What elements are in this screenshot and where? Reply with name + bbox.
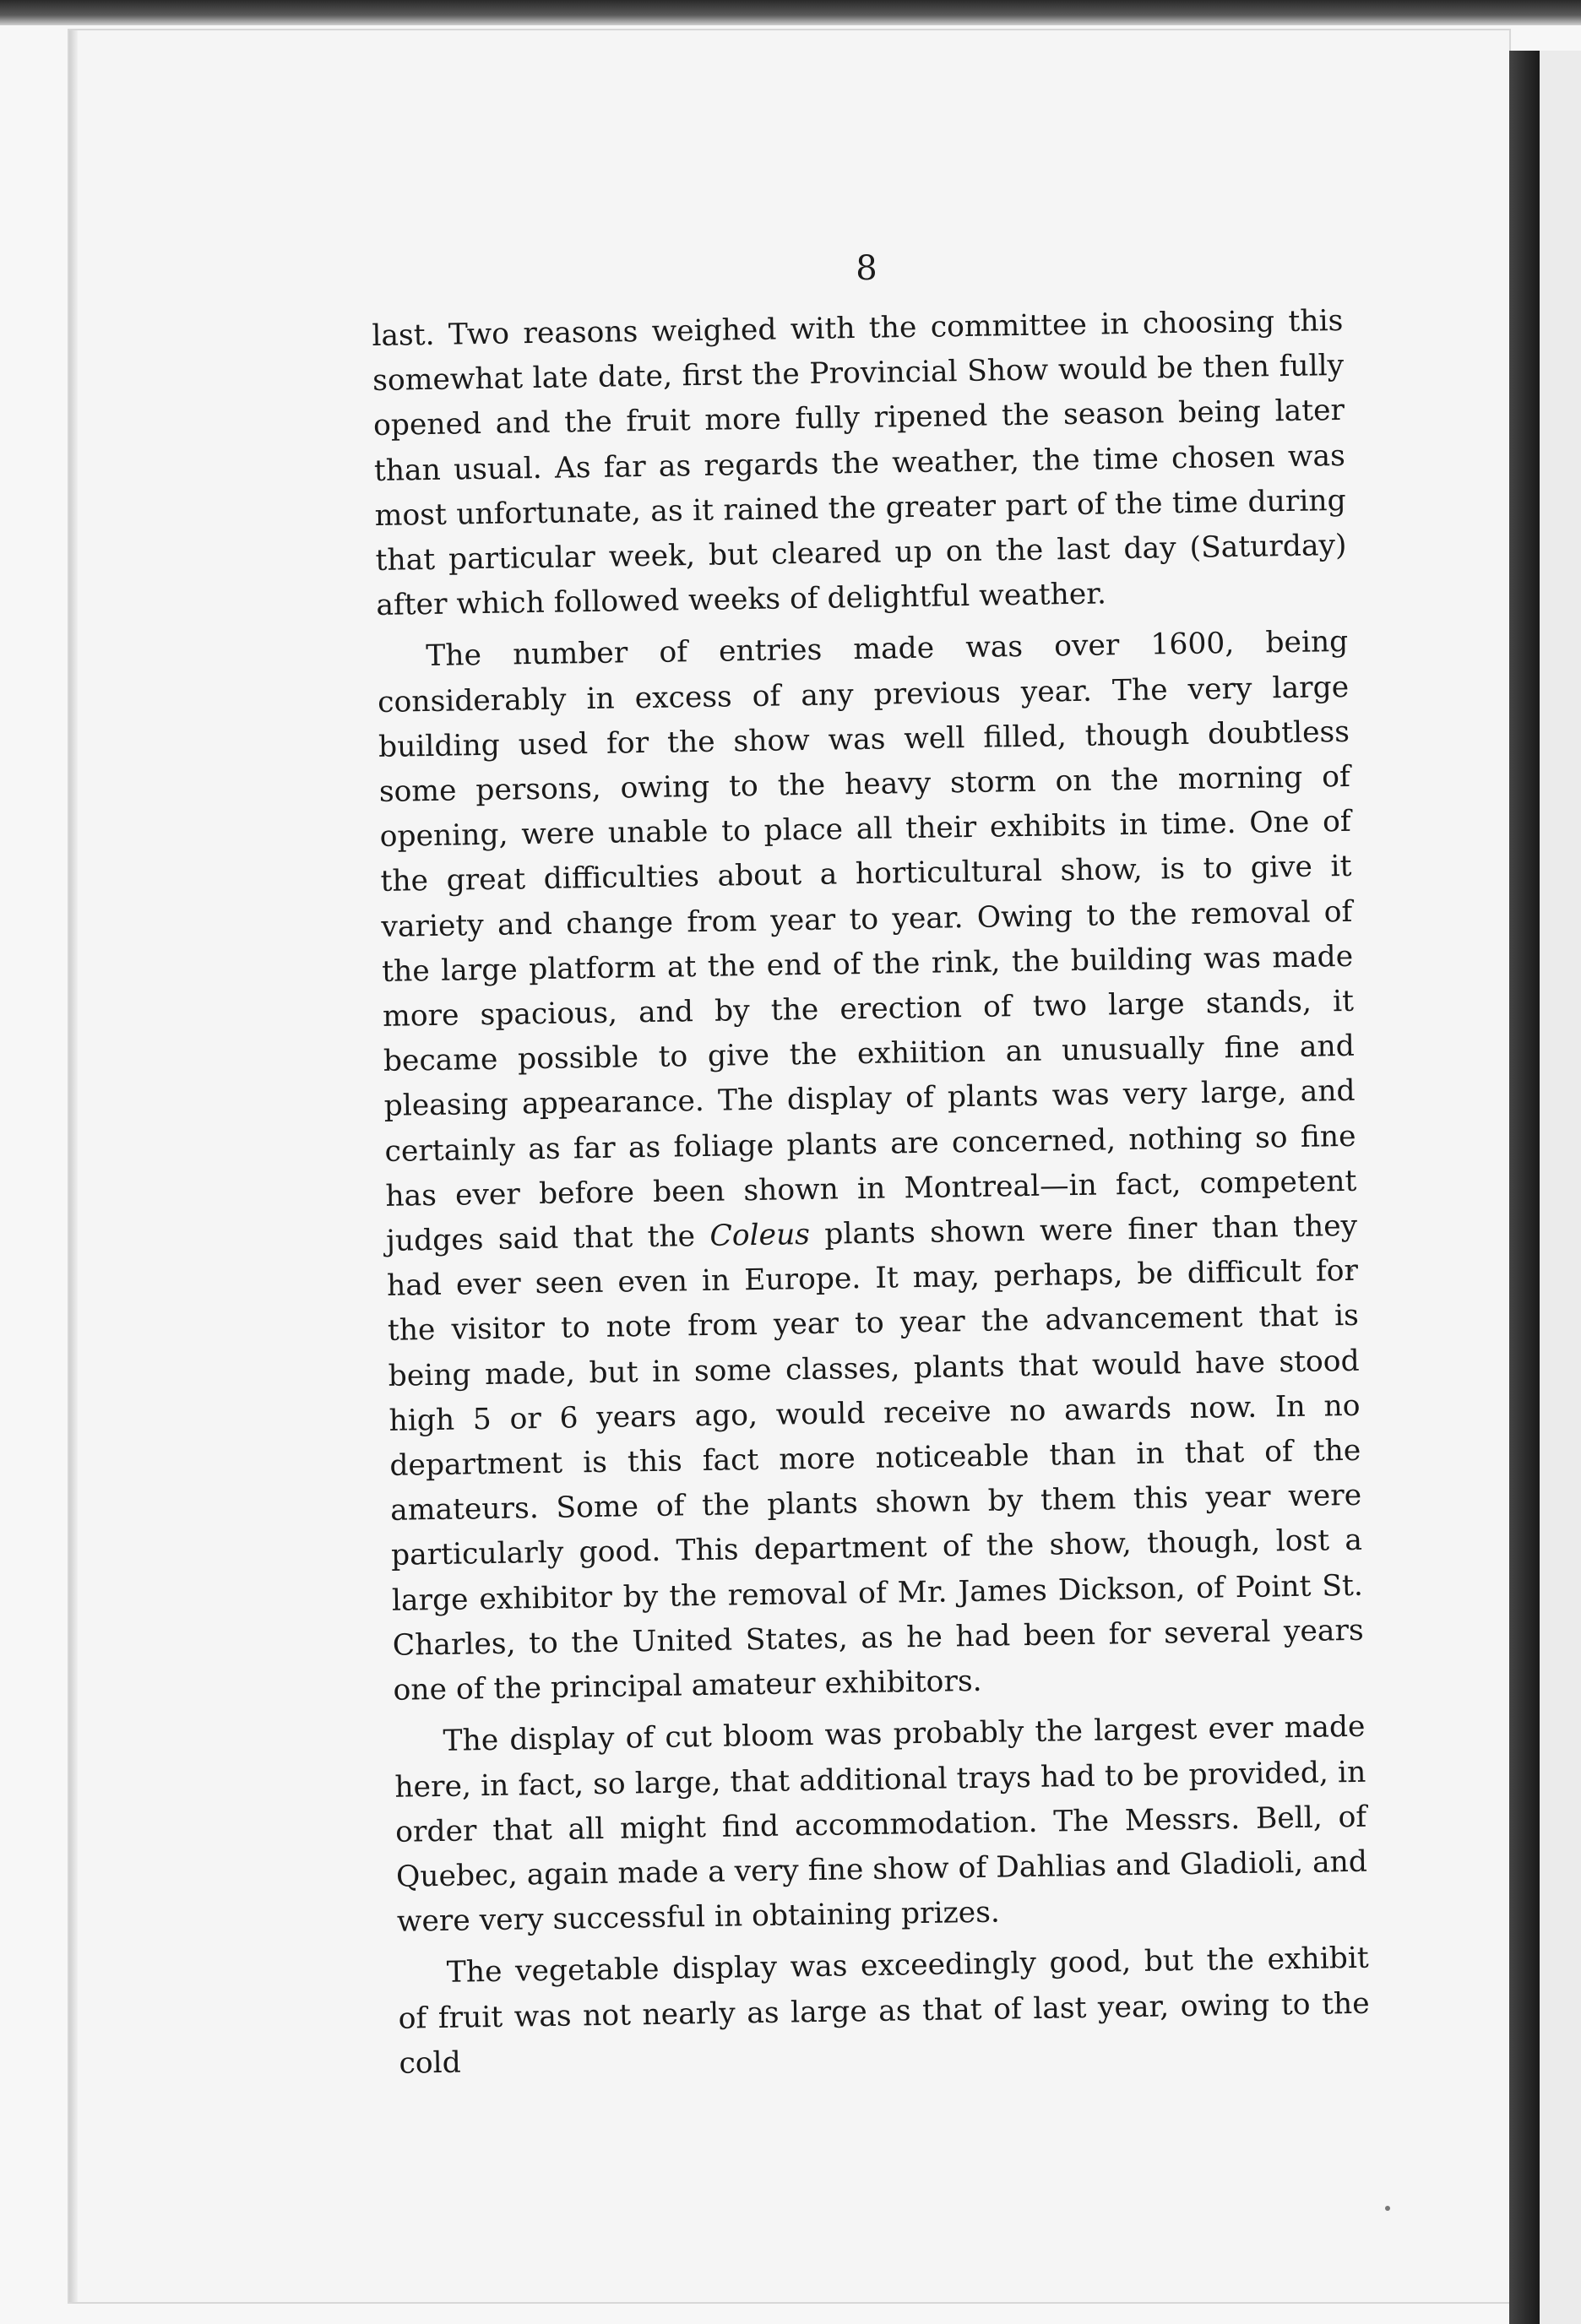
scan-speck [1385,2206,1390,2211]
paragraph: last. Two reasons weighed with the committee in choosing this somewhat late date, first the Provincial Show would be then fully opened and the fruit more fully ripened the season being later than usual. As far as regards the weather, the time chosen was most unfortunate, as it rained the greater part of the time during that particular week, but cleared up on the last day (Saturday) after which followed weeks of delightful weather. [372,303,1347,623]
page-body-text [372,299,1371,2087]
paragraph-text: The number of entries made was over 1600, being considerably in excess of any previous year. The very large building used for the show was well filled, though doubtless some persons, owing to the heavy storm on the morning of opening, were unable to place all their exhibits in time. One of the great difficulties about a horticultural show, is to give it variety and change from year to year. Owing to the removal of the large platform at the end of the rink, the building was made more spacious, and by the erection of two large stands, it became possible to give the exhiition an unusually fine and pleasing appearance. The display of plants was very large, and certainly as far as foliage plants are concerned, nothing so fine has ever before been shown in Montreal—in fact, competent judges said that the [377,625,1357,1258]
paragraph [377,620,1365,1713]
adjacent-page-edge [1540,51,1581,2324]
scan-top-edge [0,0,1581,25]
book-binding [1509,51,1540,2324]
paragraph: The vegetable display was exceedingly good, but the exhibit of fruit was not nearly as large as that of last year, owing to the cold [398,1941,1370,2081]
paragraph-text: plants shown were finer than they had ever seen even in Europe. It may, perhaps, be difficult for the visitor to note from year to year the advancement that is being made, but in some classes, plants that would have stood high 5 or 6 years ago, would receive no awards now. In no department is this fact more noticeable than in that of the amateurs. Some of the plants shown by them this year were particularly good. This department of the show, though, lost a large exhibitor by the removal of Mr. James Dickson, of Point St. Charles, to the United States, as he had been for several years one of the principal amateur exhibitors. [386,1208,1364,1708]
paragraph: The display of cut bloom was probably the largest ever made here, in fact, so large, that additional trays had to be provided, in order that all might find accommodation. The Messrs. Bell, of Quebec, again made a very fine show of Dahlias and Gladioli, and were very successful in obtaining prizes. [394,1710,1368,1939]
page-left-edge [69,30,78,2302]
italic-term: Coleus [709,1218,811,1253]
page-number: 8 [856,249,877,288]
